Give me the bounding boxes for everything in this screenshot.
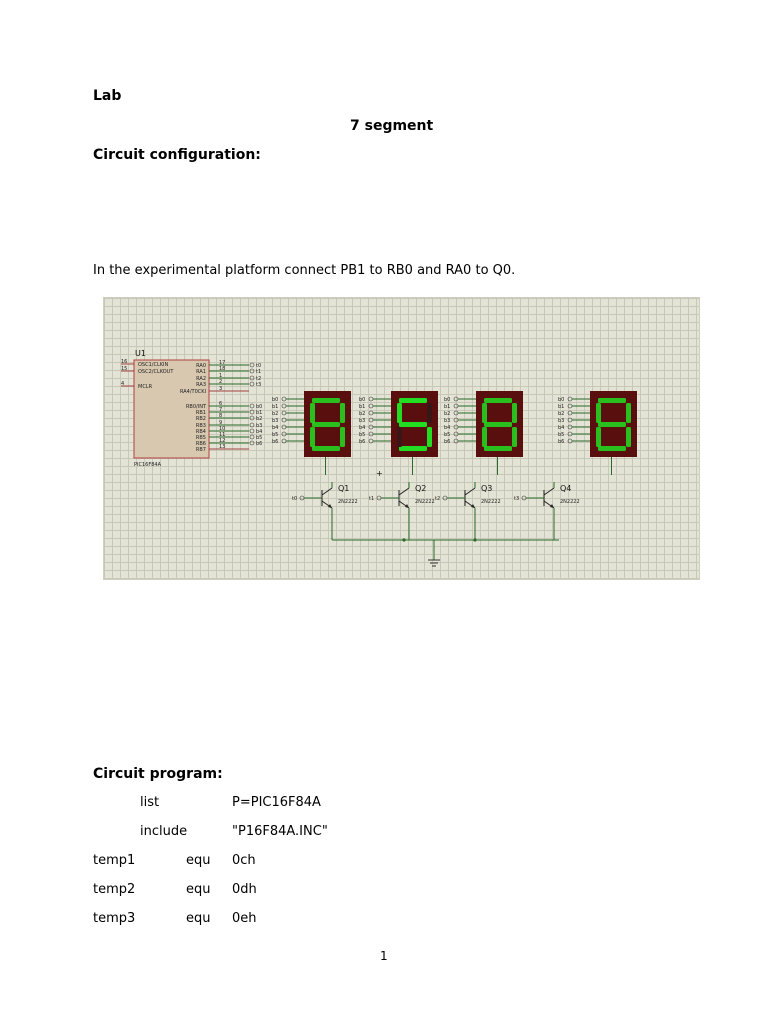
display-segment [399, 398, 427, 403]
net-label: b4 [359, 425, 366, 431]
net-terminal [454, 425, 458, 429]
net-label: b5 [272, 432, 279, 438]
net-label: b3 [444, 418, 451, 424]
net-label: b0 [444, 397, 451, 403]
net-label: b6 [256, 441, 263, 447]
mcu-pin-name: RB7 [195, 447, 206, 453]
net-terminal [250, 441, 254, 445]
net-terminal [568, 404, 572, 408]
net-label: b2 [558, 411, 565, 417]
mcu-pin-number: 16 [121, 359, 128, 365]
net-label: b4 [558, 425, 565, 431]
net-label: b5 [444, 432, 451, 438]
net-terminal [282, 411, 286, 415]
net-terminal [250, 429, 254, 433]
mcu-pin-number: 12 [219, 438, 226, 444]
net-terminal [282, 425, 286, 429]
display-segment [312, 422, 340, 427]
net-terminal [369, 404, 373, 408]
net-label: b6 [359, 439, 366, 445]
mcu-pin-number: 11 [219, 432, 226, 438]
display-segment [312, 446, 340, 451]
display-segment [310, 403, 315, 423]
net-label: t0 [256, 363, 262, 369]
code-op: include [140, 824, 188, 839]
net-label: t3 [514, 496, 520, 502]
net-terminal [282, 439, 286, 443]
net-label: b1 [558, 404, 565, 410]
display-segment [310, 427, 315, 447]
display-segment [399, 446, 427, 451]
net-terminal [568, 397, 572, 401]
net-label: b4 [444, 425, 451, 431]
mcu-pin-number: 17 [219, 360, 226, 366]
code-label: temp2 [93, 882, 136, 897]
display-segment [626, 427, 631, 447]
net-label: b3 [272, 418, 279, 424]
net-terminal [377, 496, 381, 500]
display-segment [340, 427, 345, 447]
page-title: 7 segment [350, 118, 434, 134]
display-segment [598, 398, 626, 403]
mcu-pin-number: 1 [219, 373, 223, 379]
code-op: list [140, 795, 160, 810]
net-label: b0 [272, 397, 279, 403]
circuit-configuration-heading: Circuit configuration: [93, 147, 261, 163]
transistor-part-label: 2N2222 [338, 499, 358, 505]
net-terminal [282, 404, 286, 408]
mcu-pin-name: RA1 [196, 369, 206, 375]
net-terminal [568, 425, 572, 429]
transistor-ref: Q3 [481, 484, 493, 493]
display-segment [512, 427, 517, 447]
mcu-pin-name: OSC1/CLKIN [138, 362, 169, 368]
mcu-pin-name: RA4/T0CKI [179, 389, 206, 395]
code-op: equ [186, 853, 211, 868]
net-label: b6 [558, 439, 565, 445]
net-terminal [454, 418, 458, 422]
net-terminal [369, 425, 373, 429]
transistor-part-label: 2N2222 [560, 499, 580, 505]
display-segment [397, 403, 402, 423]
net-terminal [568, 411, 572, 415]
transistor-collector [544, 488, 554, 495]
mcu-pin-name: RA3 [196, 382, 206, 388]
net-terminal [250, 410, 254, 414]
net-terminal [568, 432, 572, 436]
mcu-pin-number: 10 [219, 426, 226, 432]
display-segment [484, 422, 512, 427]
mcu-pin-name: OSC2/CLKOUT [138, 369, 174, 375]
mcu-pin-number: 2 [219, 379, 223, 385]
net-terminal [300, 496, 304, 500]
mcu-pin-name: RB4 [195, 429, 206, 435]
code-arg: 0dh [232, 882, 257, 897]
net-label: b3 [256, 423, 263, 429]
transistor-collector [465, 488, 475, 495]
mcu-pin-number: 13 [219, 444, 226, 450]
junction-dot [473, 538, 476, 541]
display-segment [399, 422, 427, 427]
mcu-pin-name: RB6 [195, 441, 206, 447]
net-terminal [369, 397, 373, 401]
net-terminal [443, 496, 447, 500]
code-op: equ [186, 911, 211, 926]
transistor-part-label: 2N2222 [415, 499, 435, 505]
display-segment [598, 422, 626, 427]
code-op: equ [186, 882, 211, 897]
code-label: temp3 [93, 911, 136, 926]
display-segment [596, 427, 601, 447]
mcu-pin-name: RA0 [196, 363, 206, 369]
mcu-pin-number: 7 [219, 407, 223, 413]
net-terminal [454, 439, 458, 443]
display-segment [596, 403, 601, 423]
net-terminal [282, 418, 286, 422]
net-label: b0 [359, 397, 366, 403]
net-terminal [369, 411, 373, 415]
mcu-pin-number: 3 [219, 386, 223, 392]
net-label: t2 [256, 376, 262, 382]
net-label: b0 [256, 404, 263, 410]
net-terminal [250, 435, 254, 439]
display-segment [484, 398, 512, 403]
net-terminal [522, 496, 526, 500]
mcu-pin-name: RB5 [195, 435, 206, 441]
mcu-pin-name: MCLR [138, 384, 153, 390]
mcu-pin-number: 6 [219, 401, 223, 407]
mcu-part-label: PIC16F84A [134, 462, 162, 468]
net-label: b2 [359, 411, 366, 417]
mcu-pin-number: 9 [219, 420, 223, 426]
transistor-ref: Q2 [415, 484, 427, 493]
net-terminal [369, 418, 373, 422]
display-segment [626, 403, 631, 423]
net-terminal [282, 432, 286, 436]
circuit-program-heading: Circuit program: [93, 766, 223, 782]
display-segment [427, 427, 432, 447]
page-number: 1 [380, 949, 388, 963]
net-terminal [454, 404, 458, 408]
mcu-pin-number: 18 [219, 366, 226, 372]
net-label: b3 [359, 418, 366, 424]
net-terminal [250, 382, 254, 386]
transistor-part-label: 2N2222 [481, 499, 501, 505]
net-label: t0 [292, 496, 298, 502]
mcu-pin-number: 8 [219, 413, 223, 419]
net-terminal [250, 376, 254, 380]
net-label: t2 [435, 496, 441, 502]
code-arg: P=PIC16F84A [232, 795, 321, 810]
circuit-schematic [103, 297, 700, 580]
code-arg: 0ch [232, 853, 256, 868]
net-terminal [282, 397, 286, 401]
net-terminal [250, 404, 254, 408]
net-label: b1 [444, 404, 451, 410]
transistor-ref: Q1 [338, 484, 350, 493]
net-label: t1 [256, 369, 262, 375]
net-terminal [250, 416, 254, 420]
display-segment [512, 403, 517, 423]
code-arg: "P16F84A.INC" [232, 824, 328, 839]
net-label: b4 [272, 425, 279, 431]
net-label: b4 [256, 429, 263, 435]
lab-label: Lab [93, 88, 122, 104]
mcu-pin-name: RB3 [195, 423, 206, 429]
display-segment [484, 446, 512, 451]
net-label: b2 [444, 411, 451, 417]
transistor-ref: Q4 [560, 484, 572, 493]
net-label: b1 [359, 404, 366, 410]
net-label: b6 [444, 439, 451, 445]
mcu-pin-name: RB2 [195, 416, 206, 422]
mcu-pin-name: RA2 [196, 376, 206, 382]
junction-dot [402, 538, 405, 541]
probe-marker: + [376, 469, 383, 478]
net-label: b5 [359, 432, 366, 438]
net-label: b2 [256, 416, 263, 422]
display-segment [397, 427, 402, 447]
net-terminal [369, 432, 373, 436]
net-label: b0 [558, 397, 565, 403]
net-label: b2 [272, 411, 279, 417]
net-label: t3 [256, 382, 262, 388]
display-segment [482, 403, 487, 423]
net-label: b6 [272, 439, 279, 445]
display-segment [312, 398, 340, 403]
display-segment [340, 403, 345, 423]
mcu-ref: U1 [135, 349, 146, 358]
net-terminal [250, 363, 254, 367]
net-terminal [454, 397, 458, 401]
display-segment [427, 403, 432, 423]
mcu-pin-name: RB1 [195, 410, 206, 416]
net-label: t1 [369, 496, 375, 502]
net-label: b3 [558, 418, 565, 424]
display-segment [482, 427, 487, 447]
net-label: b5 [256, 435, 263, 441]
net-label: b1 [256, 410, 263, 416]
net-terminal [568, 418, 572, 422]
transistor-collector [322, 488, 332, 495]
code-arg: 0eh [232, 911, 257, 926]
instruction-text: In the experimental platform connect PB1 to RB0 and RA0 to Q0. [93, 263, 516, 278]
display-segment [598, 446, 626, 451]
mcu-pin-number: 15 [121, 366, 128, 372]
net-label: b1 [272, 404, 279, 410]
mcu-pin-number: 4 [121, 381, 125, 387]
net-terminal [568, 439, 572, 443]
net-terminal [250, 369, 254, 373]
transistor-collector [399, 488, 409, 495]
net-terminal [454, 411, 458, 415]
net-terminal [250, 423, 254, 427]
mcu-pin-name: RB0/INT [185, 404, 206, 410]
schematic-drawing [104, 298, 699, 579]
net-terminal [369, 439, 373, 443]
net-terminal [454, 432, 458, 436]
code-label: temp1 [93, 853, 136, 868]
net-label: b5 [558, 432, 565, 438]
